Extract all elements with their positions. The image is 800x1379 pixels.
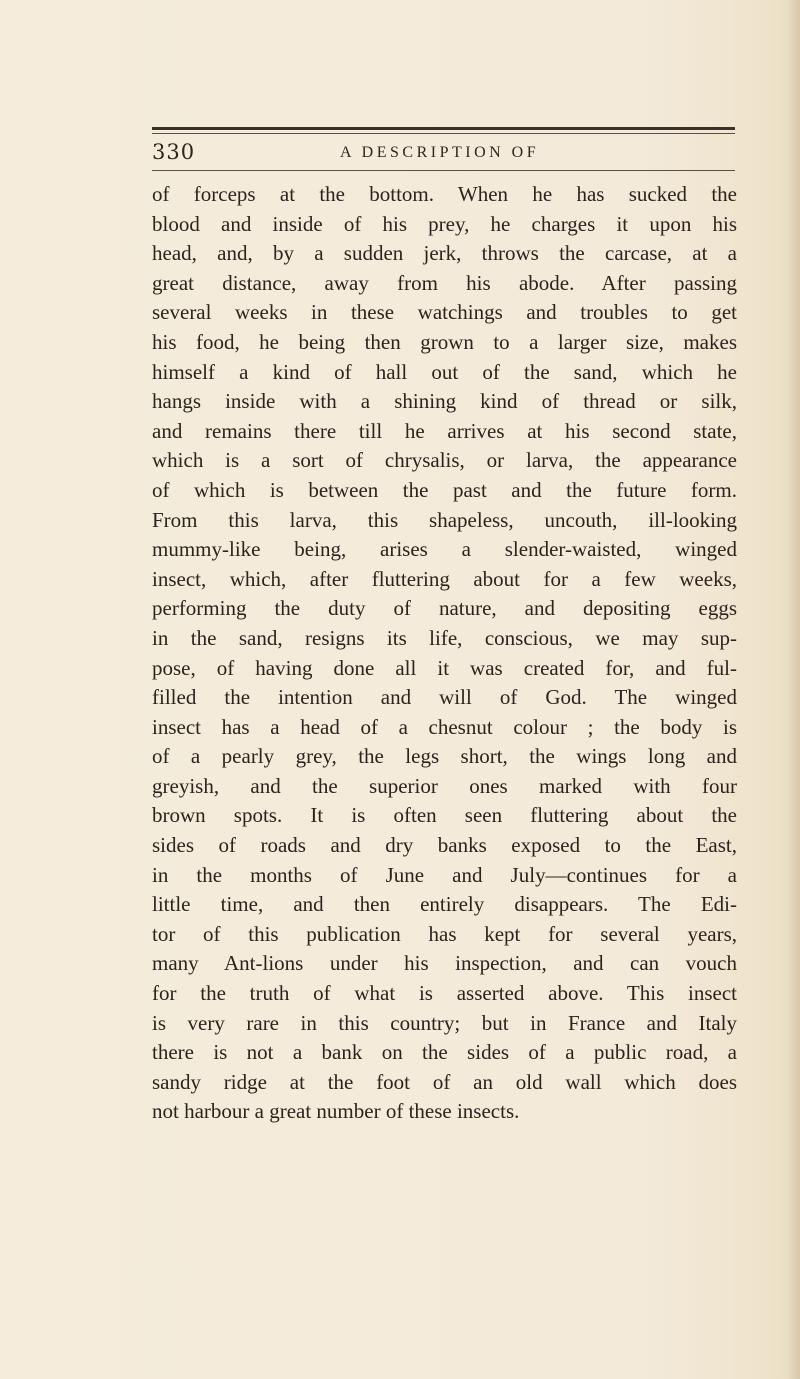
text-line: himself a kind of hall out of the sand, which he	[152, 359, 737, 384]
header-rule	[152, 170, 735, 171]
top-rule-thin	[152, 133, 735, 134]
text-line: and remains there till he arrives at his second state,	[152, 418, 737, 443]
text-line: of forceps at the bottom. When he has sucked the	[152, 182, 737, 206]
text-line: for the truth of what is asserted above. This insect	[152, 981, 737, 1006]
text-line: little time, and then entirely disappears. The Edi-	[152, 892, 737, 917]
text-line: his food, he being then grown to a larger size, makes	[152, 329, 737, 354]
text-line: many Ant-lions under his inspection, and can vouch	[152, 951, 737, 976]
text-line: pose, of having done all it was created for, and ful-	[152, 655, 737, 680]
text-line: performing the duty of nature, and depositing eggs	[152, 596, 737, 621]
text-line: brown spots. It is often seen fluttering about the	[152, 803, 737, 828]
text-line: insect has a head of a chesnut colour ; the body is	[152, 714, 737, 739]
text-line: From this larva, this shapeless, uncouth, ill-looking	[152, 507, 737, 532]
text-line: greyish, and the superior ones marked with four	[152, 773, 737, 798]
text-line: which is a sort of chrysalis, or larva, the appearance	[152, 448, 737, 473]
text-line: there is not a bank on the sides of a public road, a	[152, 1040, 737, 1065]
text-line: insect, which, after fluttering about for a few weeks,	[152, 566, 737, 591]
text-line: is very rare in this country; but in France and Italy	[152, 1010, 737, 1035]
page-number: 330	[152, 140, 196, 164]
text-line: filled the intention and will of God. The winged	[152, 685, 737, 710]
text-line: several weeks in these watchings and troubles to get	[152, 300, 737, 325]
running-title: A DESCRIPTION OF	[340, 144, 540, 161]
text-line: mummy-like being, arises a slender-waisted, winged	[152, 537, 737, 562]
text-line: head, and, by a sudden jerk, throws the carcase, at a	[152, 241, 737, 266]
text-line: not harbour a great number of these insects.	[152, 1099, 520, 1124]
text-line: tor of this publication has kept for several years,	[152, 921, 737, 946]
text-line: in the months of June and July—continues for a	[152, 862, 737, 887]
text-line: of a pearly grey, the legs short, the wings long and	[152, 744, 737, 769]
body-text	[152, 180, 737, 1127]
text-line: blood and inside of his prey, he charges it upon his	[152, 211, 737, 236]
text-line: of which is between the past and the future form.	[152, 477, 737, 502]
running-head	[152, 140, 735, 170]
page-edge-shadow	[786, 0, 800, 1379]
text-line: sides of roads and dry banks exposed to the East,	[152, 833, 737, 858]
text-line: hangs inside with a shining kind of thread or silk,	[152, 389, 737, 414]
text-line: in the sand, resigns its life, conscious, we may sup-	[152, 625, 737, 650]
text-line: great distance, away from his abode. After passing	[152, 270, 737, 295]
top-rule-thick	[152, 127, 735, 130]
text-line: sandy ridge at the foot of an old wall which does	[152, 1069, 737, 1094]
